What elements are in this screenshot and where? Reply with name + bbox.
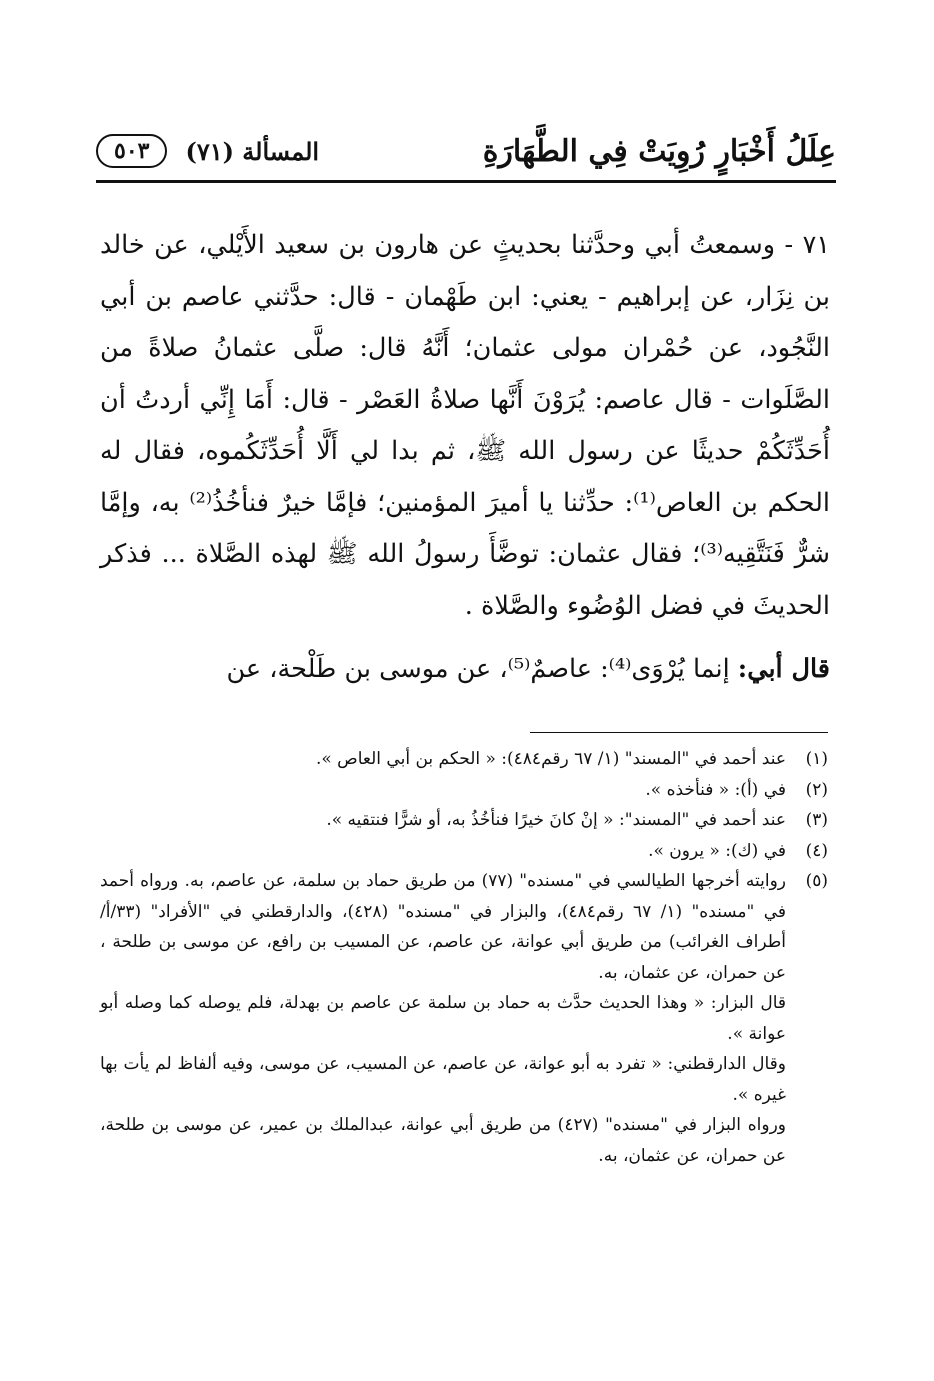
footnote-line: قال البزار: « وهذا الحديث حدَّث به حماد بن سلمة عن عاصم بن بهدلة، فلم يوصله كما وصله أبو عوانة ». (100, 993, 786, 1044)
footnote-number: (٤) (805, 840, 828, 861)
footnote-line: في (ك): « يرون ». (648, 840, 786, 861)
footnote-text (100, 775, 786, 806)
footnote-number: (٥) (805, 871, 828, 891)
footnote-line: عند أحمد في "المسند" (١/ ٦٧ رقم٤٨٤): « الحكم بن أبي العاص ». (315, 749, 786, 769)
footnote (100, 744, 828, 775)
footnote-separator (530, 732, 828, 733)
masala-label: المسألة (٧١) (185, 136, 320, 166)
paragraph-71: ٧١ - وسمعتُ أبي وحدَّثنا بحديثٍ عن هارون بن سعيد الأَيْلي، عن خالد بن نِزَار، عن إبراهيم - يعني: ابن طَهْمان - قال: حدَّثني عاصم بن أبي النَّجُود، عن حُمْران مولى عثمان؛ أَنَّهُ قال: صلَّى عثمانُ صلاةً من الصَّلَوات - قال عاصم: يُرَوْنَ أَنَّها صلاةُ العَصْر - قال: أَمَا إِنِّي أردتُ أن أُحَدِّثَكُمْ حديثًا عن رسول الله ﷺ، ثم بدا لي أَلَّا أُحَدِّثَكُموه، فقال له الحكم بن العاص⁽¹⁾: حدِّثنا يا أميرَ المؤمنين؛ فإمَّا خيرٌ فنأخُذُ⁽²⁾ به، وإمَّا شرٌّ فَنَتَّقِيه⁽³⁾؛ فقال عثمان: توضَّأَ رسولُ الله ﷺ لهذه الصَّلاة ... فذكر الحديثَ في فضل الوُضُوء والصَّلاة . (100, 230, 831, 621)
footnote-number: (١) (805, 749, 828, 769)
footnote (100, 836, 828, 867)
footnote-text (100, 744, 786, 775)
abi-label: قال أبي: (737, 654, 830, 684)
footnote-line: عند أحمد في "المسند": « إنْ كانَ خيرًا فنأخُذُ به، أو شرًّا فنتقيه ». (326, 810, 786, 830)
main-text (100, 220, 830, 696)
abi-text: إنما يُرْوَى⁽⁴⁾: عاصمٌ⁽⁵⁾، عن موسى بن طَلْحة، عن (226, 654, 738, 684)
section-info (96, 134, 319, 168)
footnote (100, 775, 828, 806)
footnote-line: في (أ): « فنأخذه ». (645, 779, 786, 800)
footnote-text (100, 866, 786, 1171)
paragraph-abi (100, 644, 830, 696)
footnote-line: ورواه البزار في "مسنده" (٤٢٧) من طريق أبي عوانة، عبدالملك بن عمير، عن موسى بن طلحة، عن حمران، عن عثمان، به. (100, 1115, 786, 1166)
book-title: عِلَلُ أَخْبَارٍ رُوِيَتْ فِي الطَّهَارَةِ (482, 133, 836, 169)
footnote-line: روايته أخرجها الطيالسي في "مسنده" (٧٧) من طريق حماد بن سلمة، عن عاصم، به. ورواه أحمد في "مسنده" (١/ ٦٧ رقم٤٨٤)، والبزار في "مسنده" (٤٢٨)، والدارقطني في "الأفراد" (٣٣/أ/أطراف الغرائب) من طريق أبي عوانة، عن عاصم، عن المسيب بن رافع، عن موسى بن طلحة ، عن حمران، عن عثمان، به. (100, 871, 787, 983)
footnote-number: (٢) (805, 779, 828, 800)
running-header (96, 128, 836, 174)
footnote-text (100, 805, 786, 836)
header-rule (96, 180, 836, 183)
footnote-line: وقال الدارقطني: « تفرد به أبو عوانة، عن عاصم، عن المسيب، عن موسى، وفيه ألفاظ لم يأت بها غيره ». (100, 1054, 786, 1105)
footnote (100, 866, 828, 1171)
footnote-text (100, 836, 786, 867)
page-number: ٥٠٣ (96, 134, 167, 168)
footnotes (100, 744, 828, 1171)
footnote (100, 805, 828, 836)
footnote-number: (٣) (805, 810, 828, 830)
